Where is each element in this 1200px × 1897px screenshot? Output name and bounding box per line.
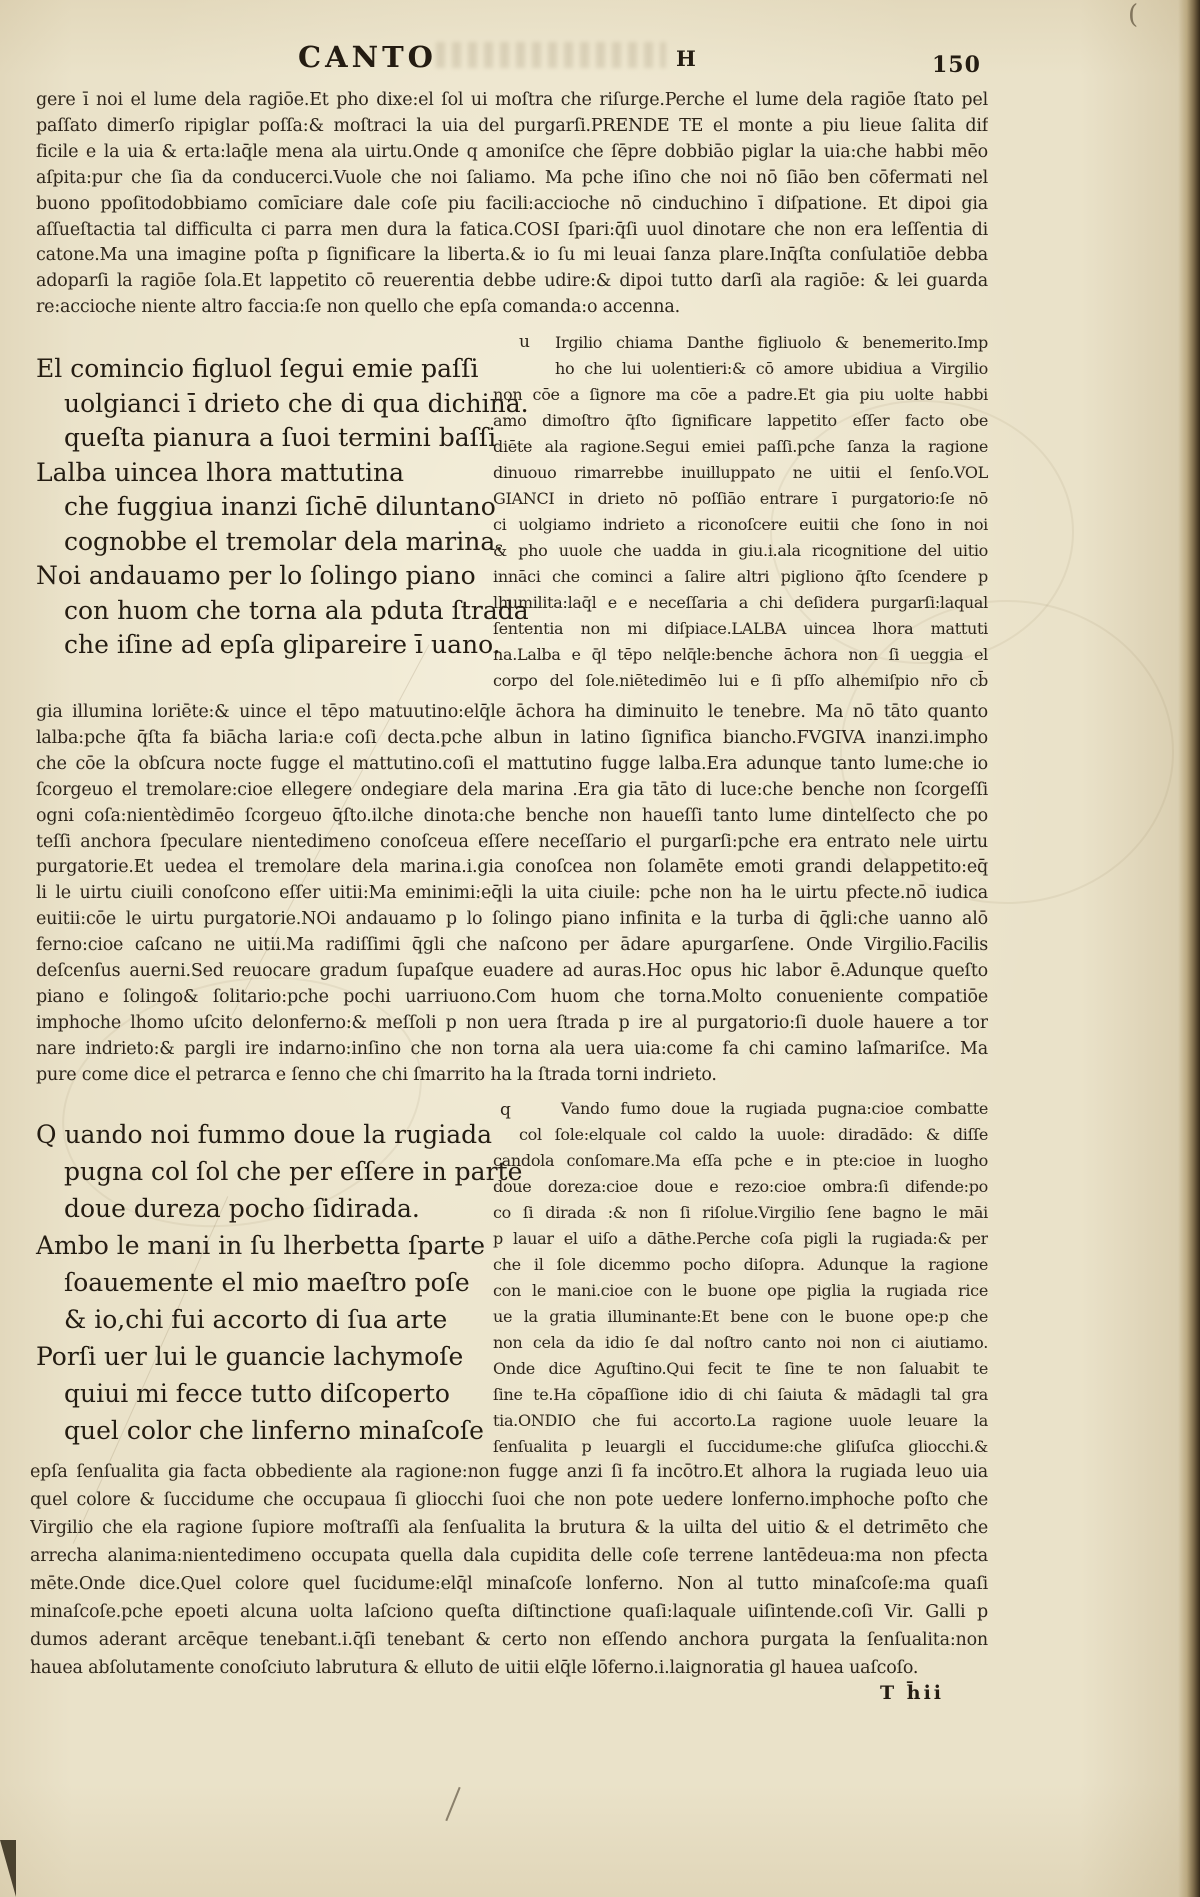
- verse-line: Q uando noi fummo doue la rugiada: [36, 1120, 493, 1149]
- commentary-line: aſſueſtactia tal difficulta ci parra men dura la fatica.COSI ſpari:q̄ſi uuol dinotare che non era leſſentia di: [36, 219, 988, 240]
- commentary-line: ſine te.Ha cōpaſſione idio di chi ſaiuta & mādagli tal gra: [493, 1385, 988, 1404]
- commentary-line: buono ppoſitodobbiamo comīciare dale coſe piu facili:accioche nō cinduchino ī diſpatione. Et dipoi gia: [36, 193, 988, 214]
- commentary-line: ogni coſa:nientèdimēo ſcorgeuo q̄ſto.ilche dinota:che benche non haueſſi tanto lume dintelſecto che po: [36, 805, 988, 826]
- commentary-line: dinuouo rimarrebbe inuilluppato ne uitii el ſenſo.VOL: [493, 463, 988, 482]
- commentary-line: Irgilio chiama Danthe figliuolo & benemerito.Imp: [555, 333, 988, 352]
- commentary-line: Onde dice Aguſtino.Qui fecit te ſine te non ſaluabit te: [493, 1359, 988, 1378]
- ink-showthrough: [436, 42, 666, 68]
- verse-line: doue dureza pocho ſidirada.: [64, 1194, 420, 1223]
- commentary-line: arrecha alanima:nientedimeno occupata quella dala cupidita delle coſe terrene lantēdeua:ma non pfecta: [30, 1546, 988, 1566]
- commentary-line: diēte ala ragione.Segui emiei paſſi.pche ſanza la ragione: [493, 437, 988, 456]
- commentary-line: nare indrieto:& pargli ire indarno:inſino che non torna ala uera uia:come fa chi camino laſmariſce. Ma: [36, 1038, 988, 1059]
- commentary-line: quel colore & ſuccidume che occupaua ſi gliocchi ſuoi che non pote uedere lonferno.imphoche poſto che: [30, 1490, 988, 1510]
- commentary-line: & pho uuole che uadda in giu.i.ala ricognitione del uitio: [493, 541, 988, 560]
- commentary-column-1: [493, 330, 988, 694]
- verse-line: quel color che linferno minaſcoſe: [64, 1416, 484, 1445]
- commentary-line: pure come dice el petrarca e ſenno che chi ſmarrito ha la ſtrada torni indrieto.: [36, 1064, 717, 1085]
- corner-stain: [0, 1840, 16, 1897]
- verse-line: El comincio figluol ſegui emie paſſi: [36, 354, 479, 383]
- verse-line: con huom che torna ala pduta ſtrada: [64, 595, 529, 625]
- commentary-line: re:accioche niente altro faccia:ſe non quello che epſa comanda:o accenna.: [36, 297, 680, 318]
- header-mark: H: [676, 46, 696, 71]
- commentary-line: ferno:cioe caſcano ne uitii.Ma radiſſimi q̄gli che naſcono per ādare apurgarſene. Onde Virgilio.Facilis: [36, 935, 988, 956]
- commentary-line: epſa ſenſualita gia facta obbediente ala ragione:non fugge anzi ſi fa incōtro.Et alhora la rugiada leuo uia: [30, 1462, 988, 1482]
- verse-line: uolgianci ī drieto che di qua dichina.: [64, 388, 529, 418]
- commentary-block-top: [36, 88, 988, 321]
- verse-line: Lalba uincea lhora mattutina: [36, 457, 405, 487]
- commentary-line: na.Lalba e q̄l tēpo nelq̄le:benche āchora non ſi ueggia el: [493, 645, 988, 664]
- commentary-block-middle: [36, 700, 988, 1089]
- page-right-edge: [1178, 0, 1200, 1897]
- running-title: CANTO: [298, 40, 437, 74]
- guide-letter: u: [519, 332, 530, 352]
- commentary-line: lalba:pche q̄ſta fa biācha laria:e coſi decta.pche albun in latino ſignifica biancho.FVGIVA inanzi.impho: [36, 727, 988, 748]
- verse-line: & io,chi fui accorto di ſua arte: [64, 1305, 448, 1334]
- verse-line: che iſine ad epſa glipareire ī uano.: [64, 630, 501, 659]
- commentary-line: deſcenſus auerni.Sed reuocare gradum ſupaſque euadere ad auras.Hoc opus hic labor ē.Adunque queſto: [36, 961, 988, 982]
- verse-line: Noi andauamo per lo ſolingo piano: [36, 561, 476, 590]
- verse-line: che fuggiua inanzi ſichē diluntano: [64, 492, 496, 521]
- commentary-line: con le mani.cioe con le buone ope piglia la rugiada rice: [493, 1281, 988, 1300]
- verse-line: quiui mi fecce tutto diſcoperto: [64, 1379, 450, 1408]
- verse-line: pugna col ſol che per eſſere in parte: [64, 1157, 523, 1186]
- commentary-line: dumos aderant arcēque tenebant.i.q̄ſi tenebant & certo non eſſendo anchora purgata la ſenſualita:non: [30, 1630, 988, 1650]
- guide-letter: q: [500, 1100, 511, 1120]
- commentary-line: Vando fumo doue la rugiada pugna:cioe combatte: [561, 1099, 988, 1118]
- quire-signature: T h̄ii: [880, 1682, 945, 1704]
- commentary-line: ficile e la uia & erta:laq̄le mena ala uirtu.Onde q amoniſce che ſēpre dobbiāo piglar la uia:che habbi mēo: [36, 141, 988, 162]
- commentary-line: gere ī noi el lume dela ragiōe.Et pho dixe:el ſol ui moſtra che riſurge.Perche el lume dela ragiōe ſtato pel: [36, 90, 988, 110]
- commentary-line: tia.ONDIO che fui accorto.La ragione uuole leuare la: [493, 1411, 988, 1430]
- commentary-line: li le uirtu ciuili conoſcono eſſer uitii:Ma eminimi:eq̄li la uita ciuile: pche non ha le uirtu pfecte.nō iudica: [36, 883, 988, 904]
- commentary-line: ue la gratia illuminante:Et bene con le buone ope:p che: [493, 1307, 988, 1326]
- commentary-line: lhumilita:laq̄l e e neceſſaria a chi deſidera purgarſi:laqual: [493, 593, 988, 612]
- commentary-line: gia illumina loriēte:& uince el tēpo matuutino:elq̄le āchora ha diminuito le tenebre. Ma nō tāto quanto: [36, 702, 988, 722]
- commentary-line: innāci che cominci a ſalire altri pigliono q̄ſto ſcendere p: [493, 567, 988, 586]
- commentary-line: mēte.Onde dice.Quel colore quel ſucidume:elq̄l minaſcoſe lonferno. Non al tutto minaſcoſe:ma quaſi: [30, 1574, 988, 1594]
- commentary-line: ci uolgiamo indrieto a riconoſcere euitii che ſono in noi: [493, 515, 988, 534]
- commentary-line: non cela da idio ſe dal noſtro canto noi non ci aiutiamo.: [493, 1333, 988, 1352]
- commentary-line: teſſi anchora ſpeculare nientedimeno conoſceua eſſere neceſſario el purgarſi:pche era entrato nele uirtu: [36, 831, 988, 852]
- commentary-line: paſſato dimerſo ripiglar poſſa:& moſtraci la uia del purgarſi.PRENDE TE el monte a piu lieue ſalita dif: [36, 115, 988, 136]
- commentary-line: GIANCI in drieto nō poſſiāo entrare ī purgatorio:ſe nō: [493, 489, 988, 508]
- commentary-line: aſpita:pur che ſia da conducerci.Vuole che noi ſaliamo. Ma pche iſino che noi nō ſiāo ben cōfermati nel: [36, 167, 988, 188]
- commentary-line: minaſcoſe.pche epoeti alcuna uolta laſciono queſta diſtinctione quaſi:laquale uiſintende.coſi Vir. Galli p: [30, 1602, 988, 1622]
- verse-line: queſta pianura a ſuoi termini baſſi: [64, 423, 497, 452]
- verse-line: Porſi uer lui le guancie lachymoſe: [36, 1342, 464, 1371]
- pen-mark: [445, 1787, 460, 1821]
- stray-ink-mark: (: [1128, 0, 1139, 30]
- commentary-column-2: [493, 1096, 988, 1460]
- commentary-line: col ſole:elquale col caldo la uuole: diradādo: & diſſe: [519, 1125, 988, 1144]
- verse-line: Ambo le mani in ſu lherbetta ſparte: [36, 1231, 486, 1260]
- commentary-line: purgatorie.Et uedea el tremolare dela marina.i.gia conoſcea non ſolamēte emoti grandi delappetito:eq̄: [36, 857, 988, 878]
- verse-line: cognobbe el tremolar dela marina.: [64, 526, 504, 556]
- commentary-line: ſenſualita p leuargli el ſuccidume:che gliſuſca gliocchi.&: [493, 1437, 988, 1456]
- commentary-line: co ſi dirada :& non ſi riſolue.Virgilio ſene bagno le māi: [493, 1203, 988, 1222]
- commentary-line: che cōe la obſcura nocte fugge el mattutino.coſi el mattutino fugge lalba.Era adunque tanto lume:che io: [36, 753, 988, 774]
- commentary-line: euitii:cōe le uirtu purgatorie.NOi andauamo p lo ſolingo piano infinita e la turba di q̄gli:che uanno alō: [36, 909, 988, 930]
- commentary-line: amo dimoſtro q̄ſto ſignificare lappetito eſſer facto obe: [493, 411, 988, 430]
- commentary-line: hauea abſolutamente conoſciuto labrutura & elluto de uitii elq̄le lōferno.i.laignoratia gl hauea uaſcoſo.: [30, 1658, 919, 1678]
- folio-number: 150: [932, 52, 981, 78]
- commentary-line: catone.Ma una imagine poſta p ſignificare la liberta.& io ſu mi leuai ſanza plare.Inq̄ſta conſulatiōe debba: [36, 245, 988, 266]
- commentary-line: che il ſole dicemmo pocho diſopra. Adunque la ragione: [493, 1255, 988, 1274]
- commentary-line: imphoche lhomo uſcito delonferno:& meſſoli p non uera ſtrada p ire al purgatorio:ſi duole hauere a tor: [36, 1012, 988, 1033]
- poem-tercets-1: [36, 352, 529, 663]
- commentary-line: ſcorgeuo el tremolare:cioe ellegere ondegiare dela marina .Era gia tāto di luce:che benche non ſcorgeſſi: [36, 779, 988, 800]
- commentary-line: non cōe a ſignore ma cōe a padre.Et gia piu uolte habbi: [493, 385, 988, 404]
- verse-line: ſoauemente el mio maeſtro poſe: [64, 1268, 470, 1297]
- poem-tercets-2: [36, 1116, 523, 1449]
- commentary-line: corpo del ſole.niētedimēo lui e ſi pſſo alhemiſpio nr̄o cb̄: [493, 671, 988, 690]
- commentary-line: adoparſi la ragiōe ſola.Et lappetito cō reuerentia debbe udire:& dipoi tutto darſi ala ragiōe: & lei guarda: [36, 271, 988, 292]
- commentary-line: ho che lui uolentieri:& cō amore ubidiua a Virgilio: [555, 359, 988, 378]
- commentary-line: p lauar el uiſo a dāthe.Perche coſa pigli la rugiada:& per: [493, 1229, 988, 1248]
- commentary-block-bottom: [30, 1458, 988, 1682]
- commentary-line: piano e ſolingo& ſolitario:pche pochi uarriuono.Com huom che torna.Molto conueniente compatiōe: [36, 986, 988, 1007]
- commentary-line: candola conſomare.Ma eſſa pche e in pte:cioe in luogho: [493, 1151, 988, 1170]
- commentary-line: ſententia non mi diſpiace.LALBA uincea lhora mattuti: [493, 619, 988, 638]
- commentary-line: Virgilio che ela ragione ſupiore moſtraſſi ala ſenſualita la brutura & la uilta del uitio & el detrimēto che: [30, 1518, 988, 1538]
- commentary-line: doue doreza:cioe doue e rezo:cioe ombra:ſi difende:po: [493, 1177, 988, 1196]
